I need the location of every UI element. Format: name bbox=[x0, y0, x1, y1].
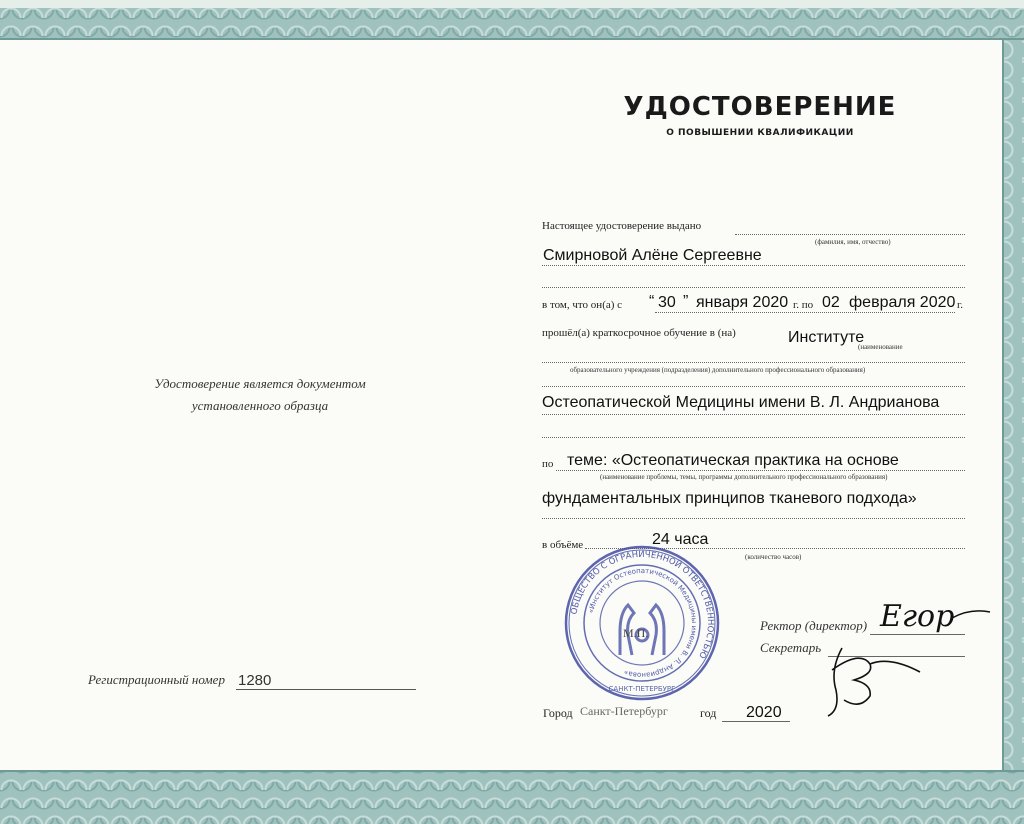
institution-dotline-3 bbox=[542, 414, 965, 415]
left-page-note bbox=[110, 373, 410, 417]
city-label: Город bbox=[543, 706, 573, 720]
volume-hint: (количество часов) bbox=[745, 553, 802, 561]
registration-number-row bbox=[88, 668, 418, 690]
start-month-year: января 2020 bbox=[696, 294, 789, 311]
year-line bbox=[722, 721, 790, 722]
stamp-city: САНКТ-ПЕТЕРБУРГ bbox=[608, 685, 676, 693]
institution-part-2: Остеопатической Медицины имени В. Л. Андрианова bbox=[542, 394, 940, 411]
secretary-label: Секретарь bbox=[760, 640, 822, 655]
g-label-2: г. bbox=[957, 299, 964, 311]
topic-hint: (наименование проблемы, темы, программы дополнительного профессионального образования) bbox=[600, 473, 888, 481]
institution-stamp bbox=[562, 543, 722, 703]
institution-hint-1: (наименование bbox=[858, 343, 903, 351]
g-label-1: г. по bbox=[793, 299, 814, 311]
recipient-name: Смирновой Алёне Сергеевне bbox=[543, 247, 762, 264]
note-line-1: Удостоверение является документом bbox=[154, 376, 366, 391]
top-edge bbox=[0, 0, 1024, 8]
rector-signature-text: Егор bbox=[880, 599, 955, 634]
issued-dotline bbox=[735, 234, 965, 235]
decorative-border-bottom bbox=[0, 770, 1024, 824]
topic-dotline-1 bbox=[556, 470, 965, 471]
end-month-year: февраля 2020 bbox=[849, 294, 956, 311]
stamp-inner-text: «Институт Остеопатической Медицины имени В. Л. Андрианова» bbox=[586, 566, 699, 680]
certificate-subtitle: О ПОВЫШЕНИИ КВАЛИФИКАЦИИ bbox=[666, 128, 854, 138]
stamp-outer-text: ОБЩЕСТВО С ОГРАНИЧЕННОЙ ОТВЕТСТВЕННОСТЬЮ bbox=[569, 549, 716, 660]
year-label: год bbox=[700, 706, 717, 720]
registration-number: 1280 bbox=[236, 672, 416, 690]
registration-label: Регистрационный номер bbox=[88, 672, 225, 687]
svg-text:«Институт Остеопатической Меди bbox=[587, 567, 698, 679]
dates-dotline bbox=[655, 312, 955, 313]
institution-dotline-1 bbox=[542, 362, 965, 363]
certificate-title: УДОСТОВЕРЕНИЕ bbox=[623, 92, 897, 122]
institution-hint-2: образовательного учреждения (подразделения) дополнительного профессионального образования) bbox=[570, 366, 866, 374]
city-value: Санкт-Петербург bbox=[580, 704, 668, 718]
issued-label: Настоящее удостоверение выдано bbox=[542, 220, 702, 232]
secretary-signature bbox=[810, 630, 930, 720]
institution-part-1: Институте bbox=[788, 329, 865, 346]
name-hint: (фамилия, имя, отчество) bbox=[815, 238, 891, 246]
year-value: 2020 bbox=[746, 704, 782, 721]
start-day: 30 bbox=[658, 294, 676, 311]
topic-line-1: теме: «Остеопатическая практика на основе bbox=[567, 452, 899, 469]
period-prefix: в том, что он(а) с bbox=[542, 299, 623, 311]
decorative-border-right bbox=[1002, 40, 1024, 770]
blank-dotline-1 bbox=[542, 287, 965, 288]
recipient-dotline bbox=[542, 265, 965, 266]
end-day: 02 bbox=[822, 294, 840, 311]
note-line-2: установленного образца bbox=[191, 398, 329, 413]
volume-value: 24 часа bbox=[652, 531, 709, 548]
quote-open: “ bbox=[649, 293, 655, 310]
blank-dotline-2 bbox=[542, 437, 965, 438]
mp-label: М.П. bbox=[623, 626, 649, 640]
topic-dotline-2 bbox=[542, 518, 965, 519]
quote-close: ” bbox=[683, 293, 689, 310]
topic-prefix: по bbox=[542, 458, 554, 470]
training-label: прошёл(а) краткосрочное обучение в (на) bbox=[542, 327, 736, 339]
institution-dotline-2 bbox=[542, 386, 965, 387]
topic-line-2: фундаментальных принципов тканевого подхода» bbox=[542, 490, 917, 507]
rector-label: Ректор (директор) bbox=[760, 618, 868, 633]
volume-label: в объёме bbox=[542, 539, 584, 551]
